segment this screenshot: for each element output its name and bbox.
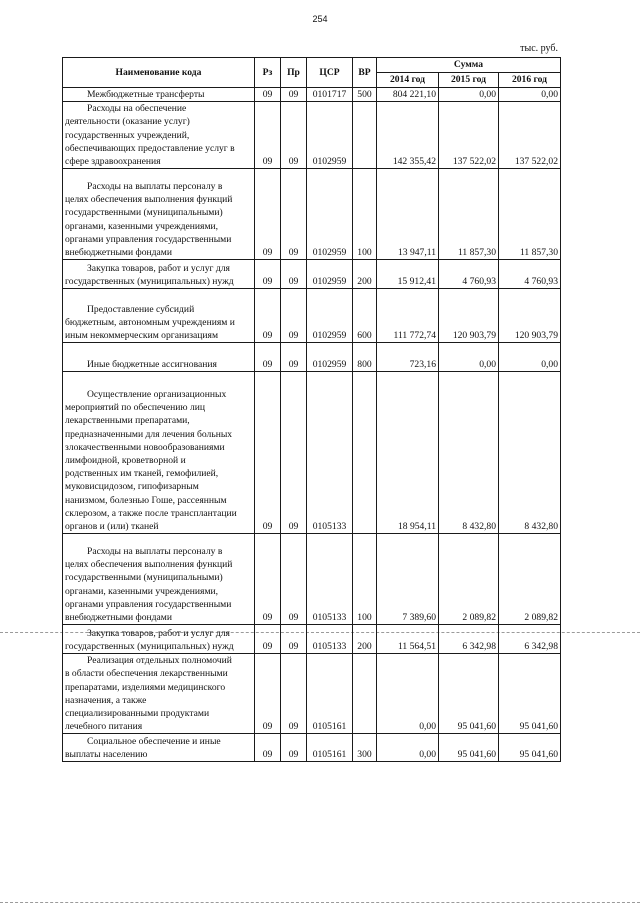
cell-name-line: предназначенными для лечения больных [65,428,233,440]
cell-rz: 09 [255,289,281,343]
cell-rz: 09 [255,169,281,260]
header-year-2015: 2015 год [439,73,499,88]
cell-y2016: 120 903,79 [499,289,561,343]
cell-csr: 0102959 [307,169,353,260]
cell-vr: 300 [353,734,377,762]
cell-name-line: обеспечивающих предоставление услуг в [65,142,235,154]
cell-csr: 0102959 [307,260,353,289]
cell-y2014: 723,16 [377,343,439,372]
cell-y2016: 11 857,30 [499,169,561,260]
cell-y2015: 8 432,80 [439,372,499,534]
cell-name-line: Иные бюджетные ассигнования [87,359,217,371]
cell-vr: 200 [353,260,377,289]
cell-vr: 200 [353,625,377,654]
cell-name-line: органами, казенными учреждениями, [65,585,219,597]
cell-pr: 09 [281,534,307,625]
cell-y2015: 137 522,02 [439,102,499,169]
cell-vr [353,372,377,534]
cell-csr: 0105161 [307,734,353,762]
cell-y2016: 4 760,93 [499,260,561,289]
cell-y2014: 11 564,51 [377,625,439,654]
cell-vr: 500 [353,88,377,102]
cell-y2015: 6 342,98 [439,625,499,654]
cell-name-line: органов и (или) тканей [65,521,159,533]
table-row [63,169,561,260]
cell-vr [353,102,377,169]
cell-y2015: 0,00 [439,343,499,372]
cell-name [63,343,255,372]
cell-name-line: Реализация отдельных полномочий [87,655,232,667]
scan-artifact-line [0,902,640,903]
cell-name [63,734,255,762]
cell-name-line: государственных (муниципальных) нужд [65,276,234,288]
cell-name [63,625,255,654]
cell-name-line: муковисцидозом, гипофизарным [65,481,199,493]
cell-name-line: бюджетным, автономным учреждениям и [65,316,235,328]
cell-vr: 100 [353,169,377,260]
cell-name [63,102,255,169]
cell-csr: 0102959 [307,102,353,169]
cell-y2015: 11 857,30 [439,169,499,260]
cell-name-line: органами управления государственными [65,598,232,610]
cell-csr: 0102959 [307,343,353,372]
cell-rz: 09 [255,343,281,372]
table-row [63,102,561,169]
cell-pr: 09 [281,260,307,289]
cell-pr: 09 [281,734,307,762]
table-body [63,88,561,762]
cell-y2016: 6 342,98 [499,625,561,654]
cell-name-line: в области обеспечения лекарственными [65,668,228,680]
cell-vr: 100 [353,534,377,625]
cell-name [63,289,255,343]
cell-pr: 09 [281,343,307,372]
cell-y2016: 0,00 [499,88,561,102]
cell-vr [353,654,377,734]
cell-name-line: Осуществление организационных [87,388,227,400]
cell-rz: 09 [255,260,281,289]
header-year-2016: 2016 год [499,73,561,88]
cell-name-line: Предоставление субсидий [87,303,195,315]
cell-rz: 09 [255,734,281,762]
cell-y2014: 804 221,10 [377,88,439,102]
cell-name [63,169,255,260]
cell-y2015: 4 760,93 [439,260,499,289]
cell-y2015: 120 903,79 [439,289,499,343]
cell-y2014: 18 954,11 [377,372,439,534]
cell-name-line: органами, казенными учреждениями, [65,220,219,232]
cell-csr: 0105133 [307,372,353,534]
table-row [63,625,561,654]
cell-y2014: 7 389,60 [377,534,439,625]
cell-name-line: Расходы на выплаты персоналу в [87,546,223,557]
cell-name-line: сфере здравоохранения [65,156,161,168]
cell-name-line: внебюджетными фондами [65,612,172,624]
cell-name-line: специализированными продуктами [65,708,210,720]
cell-y2015: 0,00 [439,88,499,102]
cell-name-line: лечебного питания [65,721,143,733]
cell-y2014: 142 355,42 [377,102,439,169]
cell-name-line: государственными (муниципальными) [65,572,223,584]
cell-y2014: 111 772,74 [377,289,439,343]
table-row [63,372,561,534]
cell-name [63,534,255,625]
cell-name-line: иным некоммерческим организациям [65,330,219,342]
cell-name [63,654,255,734]
cell-csr: 0105133 [307,625,353,654]
cell-pr: 09 [281,88,307,102]
table-row [63,289,561,343]
table-row [63,534,561,625]
cell-name-line: назначения, а также [65,694,147,706]
table-row [63,88,561,102]
cell-y2016: 2 089,82 [499,534,561,625]
cell-name-line: злокачественными новообразованиями [65,441,225,453]
cell-y2014: 13 947,11 [377,169,439,260]
cell-pr: 09 [281,654,307,734]
cell-pr: 09 [281,625,307,654]
cell-y2015: 2 089,82 [439,534,499,625]
cell-y2015: 95 041,60 [439,734,499,762]
cell-name-line: целях обеспечения выполнения функций [65,194,233,206]
cell-name-line: выплаты населению [65,749,148,761]
cell-pr: 09 [281,372,307,534]
header-year-2014: 2014 год [377,73,439,88]
cell-name-line: государственных учреждений, [65,129,190,141]
cell-name-line: Расходы на обеспечение [87,103,187,115]
cell-y2016: 137 522,02 [499,102,561,169]
cell-name-line: родственных им тканей, гемофилией, [65,468,219,480]
cell-name-line: Межбюджетные трансферты [87,89,205,100]
cell-rz: 09 [255,654,281,734]
budget-table [62,57,561,762]
cell-name-line: Социальное обеспечение и иные [87,736,221,748]
units-label: тыс. руб. [520,43,558,54]
cell-rz: 09 [255,372,281,534]
table-row [63,343,561,372]
cell-y2015: 95 041,60 [439,654,499,734]
cell-y2014: 15 912,41 [377,260,439,289]
cell-vr: 600 [353,289,377,343]
cell-name [63,260,255,289]
cell-rz: 09 [255,102,281,169]
cell-vr: 800 [353,343,377,372]
cell-rz: 09 [255,534,281,625]
cell-pr: 09 [281,102,307,169]
cell-csr: 0102959 [307,289,353,343]
table-header [63,58,561,88]
cell-name [63,372,255,534]
cell-csr: 0105133 [307,534,353,625]
header-csr: ЦСР [307,58,353,88]
cell-y2016: 8 432,80 [499,372,561,534]
cell-name-line: внебюджетными фондами [65,247,172,259]
cell-pr: 09 [281,289,307,343]
cell-name-line: мероприятий по обеспечению лиц [65,402,206,414]
table-row [63,734,561,762]
cell-pr: 09 [281,169,307,260]
cell-csr: 0101717 [307,88,353,102]
cell-name-line: целях обеспечения выполнения функций [65,559,233,571]
cell-name-line: деятельности (оказание услуг) [65,116,190,128]
cell-y2014: 0,00 [377,734,439,762]
cell-rz: 09 [255,88,281,102]
header-rz: Рз [255,58,281,88]
header-vr: ВР [353,58,377,88]
cell-y2016: 0,00 [499,343,561,372]
cell-name-line: склерозом, а также после трансплантации [65,507,237,519]
table-row [63,654,561,734]
cell-name [63,88,255,102]
cell-name-line: препаратами, изделиями медицинского [65,681,226,693]
cell-name-line: органами управления государственными [65,233,232,245]
table-row [63,260,561,289]
header-name: Наименование кода [63,58,255,88]
page-number: 254 [312,14,328,24]
cell-csr: 0105161 [307,654,353,734]
cell-name-line: нанизмом, болезнью Гоше, рассеянным [65,494,227,506]
cell-rz: 09 [255,625,281,654]
cell-name-line: лимфоидной, кроветворной и [65,455,186,466]
cell-name-line: государственными (муниципальными) [65,207,223,219]
cell-name-line: Закупка товаров, работ и услуг для [87,627,230,639]
cell-name-line: лекарственными препаратами, [65,415,190,427]
cell-name-line: государственных (муниципальных) нужд [65,641,234,653]
header-pr: Пр [281,58,307,88]
cell-y2014: 0,00 [377,654,439,734]
cell-y2016: 95 041,60 [499,734,561,762]
cell-name-line: Закупка товаров, работ и услуг для [87,262,230,274]
header-sum: Сумма [377,58,561,73]
cell-name-line: Расходы на выплаты персоналу в [87,181,223,192]
cell-y2016: 95 041,60 [499,654,561,734]
